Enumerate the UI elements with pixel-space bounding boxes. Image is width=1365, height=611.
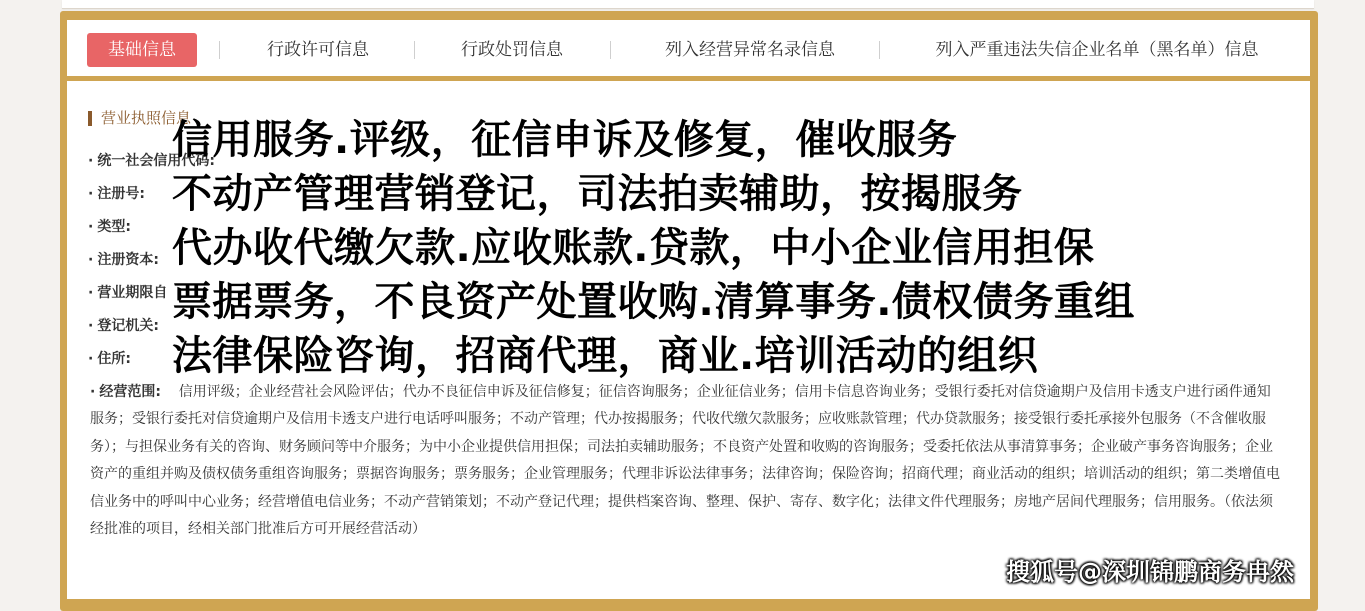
field-authority: · 登记机关: [88, 318, 159, 334]
tab-abnormal-list[interactable]: 列入经营异常名录信息 [665, 40, 835, 60]
tab-admin-license[interactable]: 行政许可信息 [267, 40, 369, 60]
section-title: 营业执照信息 [101, 109, 192, 127]
overlay-line-3: 代办收代缴欠款.应收账款.贷款，中小企业信用担保 [172, 225, 1095, 271]
tab-admin-penalty[interactable]: 行政处罚信息 [461, 40, 563, 60]
tab-basic-info[interactable]: 基础信息 [87, 33, 197, 67]
field-label: 统一社会信用代码: [97, 153, 215, 169]
field-label: 营业期限自 [97, 285, 168, 301]
overlay-line-5: 法律保险咨询，招商代理，商业.培训活动的组织 [172, 333, 1039, 379]
field-address: · 住所: [88, 351, 131, 367]
field-credit-code: · 统一社会信用代码: [88, 153, 215, 169]
overlay-line-4: 票据票务，不良资产处置收购.清算事务.债权债务重组 [172, 279, 1135, 325]
field-label: 住所: [97, 351, 131, 367]
field-label: 登记机关: [97, 318, 159, 334]
scope-label: 经营范围: [99, 384, 161, 400]
section-marker [88, 111, 92, 126]
field-label: 注册号: [97, 186, 145, 202]
field-term: · 营业期限自 [88, 285, 168, 301]
tab-separator [610, 41, 611, 59]
tab-blacklist[interactable]: 列入严重违法失信企业名单（黑名单）信息 [935, 40, 1259, 60]
field-type: · 类型: [88, 219, 131, 235]
field-reg-no: · 注册号: [88, 186, 145, 202]
tab-separator [879, 41, 880, 59]
tab-separator [414, 41, 415, 59]
overlay-line-2: 不动产管理营销登记，司法拍卖辅助，按揭服务 [172, 171, 1023, 217]
field-capital: · 注册资本: [88, 252, 159, 268]
watermark: 搜狐号@深圳锦鹏商务冉然 [1006, 558, 1294, 586]
overlay-line-1: 信用服务.评级，征信申诉及修复，催收服务 [172, 117, 958, 163]
field-label: 注册资本: [97, 252, 159, 268]
field-label: 类型: [97, 219, 131, 235]
top-strip [62, 0, 1314, 9]
tab-bar [67, 20, 1310, 76]
scope-text: 信用评级；企业经营社会风险评估；代办不良征信申诉及征信修复；征信咨询服务；企业征信业务；信用卡信息咨询业务；受银行委托对信贷逾期户及信用卡透支户进行函件通知服务；受银行委托对信贷逾期户及信用卡透支户进行电话呼叫服务；不动产管理；代办按揭服务；代收代缴欠款服务；应收账款管理；代办贷款服务；接受银行委托承接外包服务（不含催收服务）；与担保业务有关的咨询、财务顾问等中介服务；为中小企业提供信用担保；司法拍卖辅助服务；不良资产处置和收购的咨询服务；受委托依法从事清算事务；企业破产事务咨询服务；企业资产的重组并购及债权债务重组咨询服务；票据咨询服务；票务服务；企业管理服务；代理非诉讼法律事务；法律咨询；保险咨询；招商代理；商业活动的组织；培训活动的组织；第二类增值电信业务中的呼叫中心业务；经营增值电信业务；不动产营销策划；不动产登记代理；提供档案咨询、整理、保护、寄存、数字化；法律文件代理服务；房地产居间代理服务；信用服务。（依法须经批准的项目，经相关部门批准后方可开展经营活动） [90, 384, 1280, 538]
tab-separator [219, 41, 220, 59]
business-scope: · 经营范围: 信用评级；企业经营社会风险评估；代办不良征信申诉及征信修复；征信咨询服务；企业征信业务；信用卡信息咨询业务；受银行委托对信贷逾期户及信用卡透支户进行函件通知服务；受银行委托对信贷逾期户及信用卡透支户进行电话呼叫服务；不动产管理；代办按揭服务；代收代缴欠款服务；应收账款管理；代办贷款服务；接受银行委托承接外包服务（不含催收服务）；与担保业务有关的咨询、财务顾问等中介服务；为中小企业提供信用担保；司法拍卖辅助服务；不良资产处置和收购的咨询服务；受委托依法从事清算事务；企业破产事务咨询服务；企业资产的重组并购及债权债务重组咨询服务；票据咨询服务；票务服务；企业管理服务；代理非诉讼法律事务；法律咨询；保险咨询；招商代理；商业活动的组织；培训活动的组织；第二类增值电信业务中的呼叫中心业务；经营增值电信业务；不动产营销策划；不动产登记代理；提供档案咨询、整理、保护、寄存、数字化；法律文件代理服务；房地产居间代理服务；信用服务。（依法须经批准的项目，经相关部门批准后方可开展经营活动） [90, 384, 1280, 538]
